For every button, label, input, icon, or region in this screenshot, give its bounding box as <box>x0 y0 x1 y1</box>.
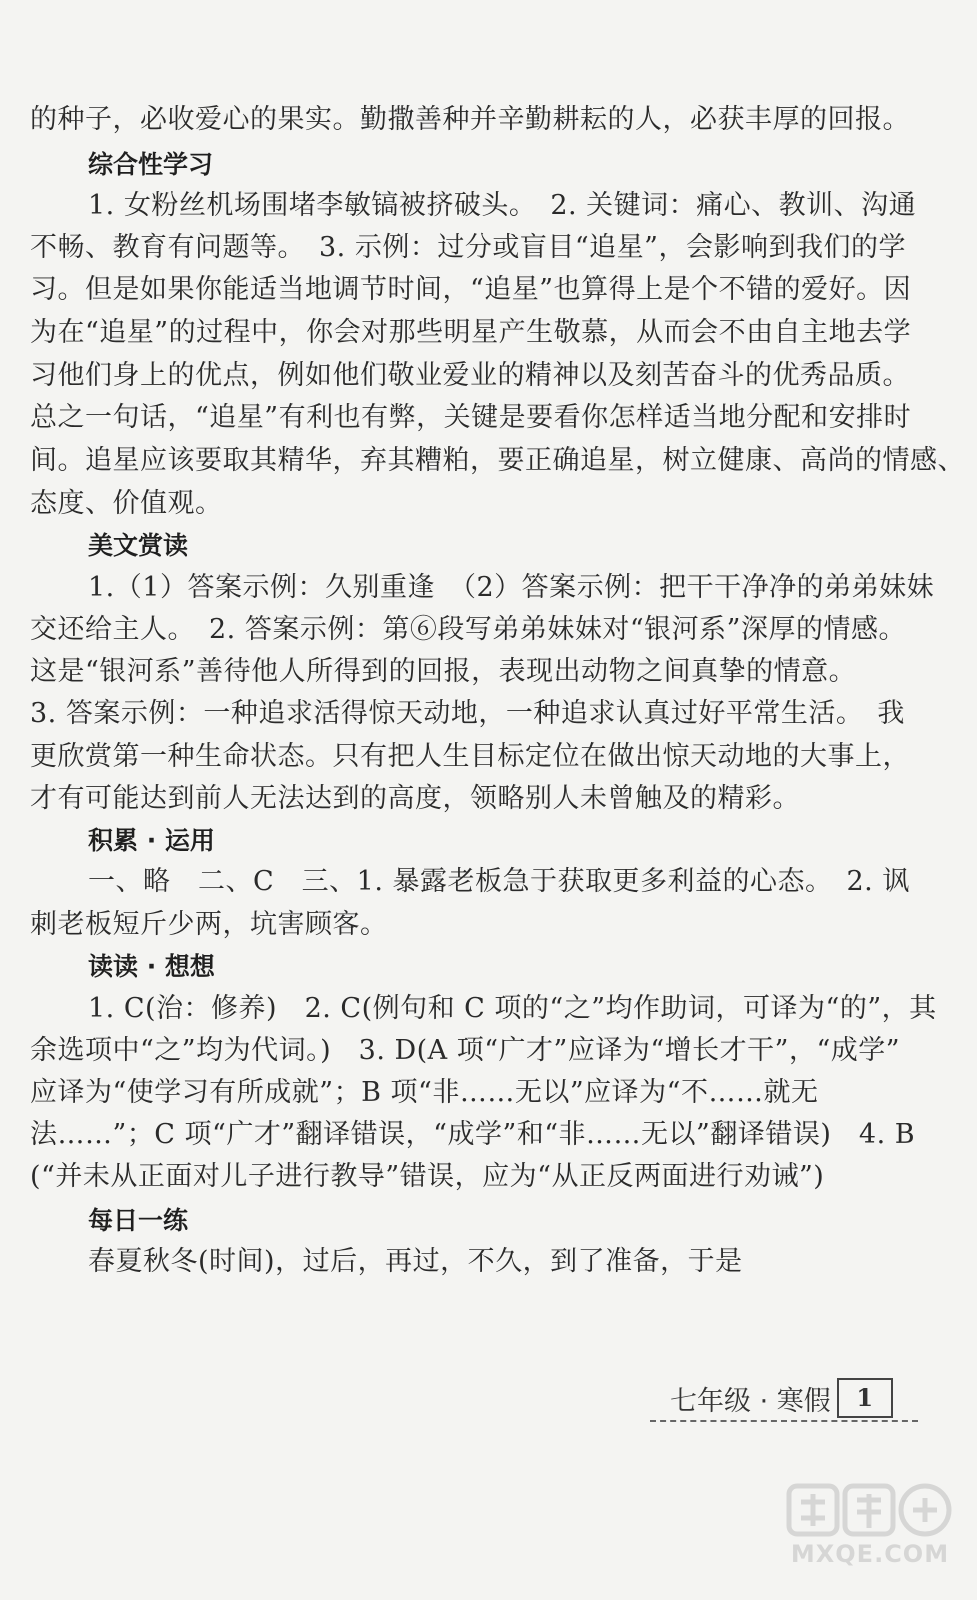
text-line: 更欣赏第一种生命状态。只有把人生目标定位在做出惊天动地的大事上， <box>30 741 910 772</box>
text-line: 习他们身上的优点，例如他们敬业爱业的精神以及刻苦奋斗的优秀品质。 <box>30 360 910 391</box>
watermark-logo <box>785 1480 955 1590</box>
text-line: 习。但是如果你能适当地调节时间，“追星”也算得上是个不错的爱好。因 <box>30 274 912 305</box>
section-heading-accumulate: 积累 · 运用 <box>88 826 215 855</box>
grade-label: 七年级 · 寒假 <box>670 1385 831 1417</box>
text-line: 春夏秋冬(时间)，过后，再过，不久，到了准备，于是 <box>88 1246 743 1277</box>
footer-divider <box>650 1420 918 1422</box>
text-line: 法……”；C 项“广才”翻译错误，“成学”和“非……无以”翻译错误) 4. B <box>30 1119 916 1150</box>
text-line: 的种子，必收爱心的果实。勤撒善种并辛勤耕耘的人，必获丰厚的回报。 <box>30 104 910 135</box>
text-line: 交还给主人。 2. 答案示例：第⑥段写弟弟妹妹对“银河系”深厚的情感。 <box>30 614 906 645</box>
section-heading-daily: 每日一练 <box>88 1206 189 1235</box>
text-line: 态度、价值观。 <box>30 488 223 519</box>
text-line: 余选项中“之”均为代词。) 3. D(A 项“广才”应译为“增长才干”，“成学” <box>30 1035 901 1066</box>
section-heading-reading: 美文赏读 <box>88 531 189 560</box>
text-line: 一、略 二、C 三、1. 暴露老板急于获取更多利益的心态。 2. 讽 <box>88 866 910 897</box>
page-number: 1 <box>837 1378 893 1418</box>
text-line: 应译为“使学习有所成就”；B 项“非……无以”应译为“不……就无 <box>30 1077 819 1108</box>
text-line: 为在“追星”的过程中，你会对那些明星产生敬慕，从而会不由自主地去学 <box>30 317 912 348</box>
text-line: 1. C(治：修养) 2. C(例句和 C 项的“之”均作助词，可译为“的”，其 <box>88 993 937 1024</box>
page-footer <box>670 1378 893 1418</box>
section-heading-comprehensive: 综合性学习 <box>88 150 214 179</box>
text-line: 总之一句话，“追星”有利也有弊，关键是要看你怎样适当地分配和安排时 <box>30 402 912 433</box>
text-line: 才有可能达到前人无法达到的高度，领略别人未曾触及的精彩。 <box>30 783 800 814</box>
watermark-site: MXQE.COM <box>790 1540 950 1568</box>
text-line: 1. 女粉丝机场围堵李敏镐被挤破头。 2. 关键词：痛心、教训、沟通 <box>88 190 917 221</box>
text-line: 这是“银河系”善待他人所得到的回报，表现出动物之间真挚的情意。 <box>30 656 857 687</box>
text-line: (“并未从正面对儿子进行教导”错误，应为“从正反两面进行劝诫”) <box>30 1161 825 1192</box>
text-line: 3. 答案示例：一种追求活得惊天动地，一种追求认真过好平常生活。 我 <box>30 698 905 729</box>
section-heading-read-think: 读读 · 想想 <box>88 952 215 981</box>
text-line: 刺老板短斤少两，坑害顾客。 <box>30 909 388 940</box>
text-line: 不畅、教育有问题等。 3. 示例：过分或盲目“追星”，会影响到我们的学 <box>30 232 906 263</box>
text-line: 1.（1）答案示例：久别重逢 （2）答案示例：把干干净净的弟弟妹妹 <box>88 572 935 603</box>
text-line: 间。追星应该要取其精华，弃其糟粕，要正确追星，树立健康、高尚的情感、 <box>30 445 965 476</box>
